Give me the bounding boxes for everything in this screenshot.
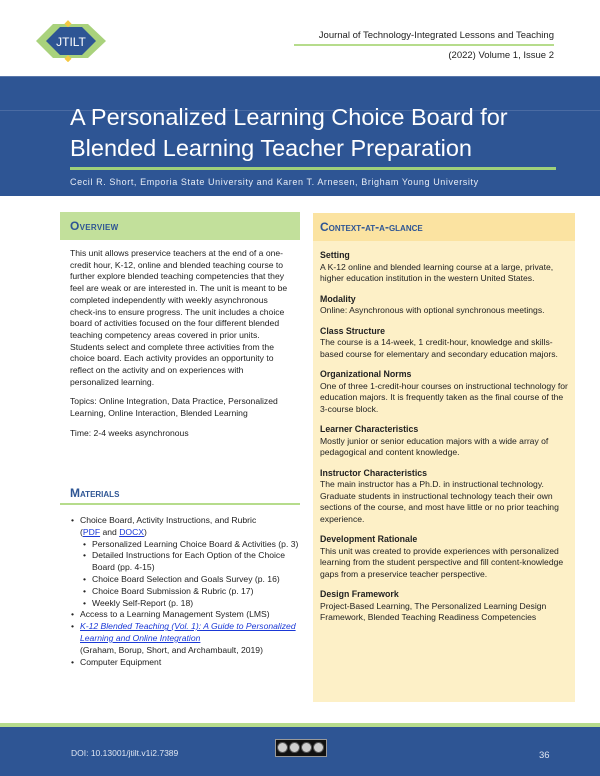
context-label: Design Framework <box>320 589 399 599</box>
and-text: and <box>100 526 120 537</box>
context-box <box>313 213 575 702</box>
context-text: A K-12 online and blended learning course at a large, private, higher education institution in the western United States. <box>320 261 554 283</box>
list-item <box>80 515 300 609</box>
list-item: • Weekly Self-Report (p. 18) <box>92 598 300 610</box>
context-item <box>313 369 575 415</box>
context-text: The main instructor has a Ph.D. in instructional technology. Graduate students in instructional technology teach their own sections of the course, and most have little or no prior teaching experience. <box>320 479 559 524</box>
cc-license-icon[interactable] <box>275 739 327 757</box>
materials-section <box>60 486 300 668</box>
docx-link[interactable]: DOCX <box>119 526 145 537</box>
list-item: • Detailed Instructions for Each Option of the Choice Board (pp. 4-15) <box>92 550 300 574</box>
context-label: Class Structure <box>320 325 386 336</box>
context-text: One of three 1-credit-hour courses on instructional technology for education majors. It is frequently taken as the final course of the 3-course block. <box>320 380 568 414</box>
context-label: Setting <box>320 250 350 260</box>
context-heading: Context-at-a-glance <box>313 213 575 241</box>
context-item <box>313 326 575 361</box>
materials-heading: Materials <box>60 486 300 505</box>
context-label: Instructor Characteristics <box>320 467 428 478</box>
item-text: Choice Board, Activity Instructions, and Rubric <box>80 515 257 525</box>
list-item <box>80 621 300 656</box>
context-item <box>313 424 575 459</box>
context-item <box>313 534 575 580</box>
overview-body: This unit allows preservice teachers at the end of a one-credit hour, K-12, online and blended teaching course to further explore blended teaching competencies that they feel are weak or are interested in. The unit is meant to be completed independently with weekly asynchronous check-ins to ensure progress. The unit includes a choice board of activities focused on the four different blended teaching competency areas covered in prior units. Students select and complete three activities from the choice board. Each activity provides an opportunity to reflect on the activity and on experiences with personalized learning. <box>70 248 288 387</box>
overview-topics: Topics: Online Integration, Data Practice, Personalized Learning, Online Interaction, Blended Learning <box>70 396 278 419</box>
paren: ( <box>80 526 83 537</box>
context-label: Organizational Norms <box>320 369 412 379</box>
list-item: • Access to a Learning Management System (LMS) <box>80 609 300 621</box>
context-text: Online: Asynchronous with optional synchronous meetings. <box>320 305 545 315</box>
jtilt-logo <box>36 20 106 62</box>
context-label: Learner Characteristics <box>320 424 419 434</box>
list-item: • Computer Equipment <box>80 657 300 669</box>
authors: Cecil R. Short, Emporia State University and Karen T. Arnesen, Brigham Young University <box>70 177 479 187</box>
context-item <box>313 250 575 285</box>
context-item <box>313 468 575 526</box>
journal-name: Journal of Technology-Integrated Lessons and Teaching <box>294 30 554 46</box>
paren: ) <box>144 526 147 537</box>
context-text: This unit was created to provide experiences with personalized learning from the student perspective and fill content-knowledge gaps from a preservice teacher perspective. <box>320 545 564 579</box>
overview-heading: Overview <box>60 212 300 240</box>
footer <box>0 727 600 776</box>
context-text: The course is a 14-week, 1 credit-hour, knowledge and skills-based course for elementary and secondary education majors. <box>320 337 558 359</box>
overview-section <box>60 212 300 440</box>
book-citation: (Graham, Borup, Short, and Archambault, 2019) <box>80 644 263 655</box>
list-item: • Personalized Learning Choice Board & Activities (p. 3) <box>92 539 300 551</box>
svg-text:JTILT: JTILT <box>56 35 86 49</box>
pdf-link[interactable]: PDF <box>82 526 101 537</box>
list-item: • Choice Board Selection and Goals Survey (p. 16) <box>92 574 300 586</box>
context-label: Development Rationale <box>320 534 418 544</box>
doi: DOI: 10.13001/jtilt.v1i2.7389 <box>71 748 179 758</box>
context-item <box>313 589 575 624</box>
list-item: • Choice Board Submission & Rubric (p. 17) <box>92 586 300 598</box>
book-link[interactable]: K-12 Blended Teaching (Vol. 1): A Guide to Personalized Learning and Online Integration <box>80 621 296 643</box>
page-title: A Personalized Learning Choice Board for Blended Learning Teacher Preparation <box>70 102 556 170</box>
context-text: Mostly junior or senior education majors with a wide array of pedagogical and content knowledge. <box>320 435 549 457</box>
context-label: Modality <box>320 293 356 304</box>
context-item <box>313 294 575 317</box>
materials-list <box>60 515 300 668</box>
page-number: 36 <box>539 750 550 761</box>
issue-info: (2022) Volume 1, Issue 2 <box>448 50 554 61</box>
context-text: Project-Based Learning, The Personalized Learning Design Framework, Blended Teaching Readiness Competencies <box>320 600 547 622</box>
overview-time: Time: 2-4 weeks asynchronous <box>70 427 189 438</box>
